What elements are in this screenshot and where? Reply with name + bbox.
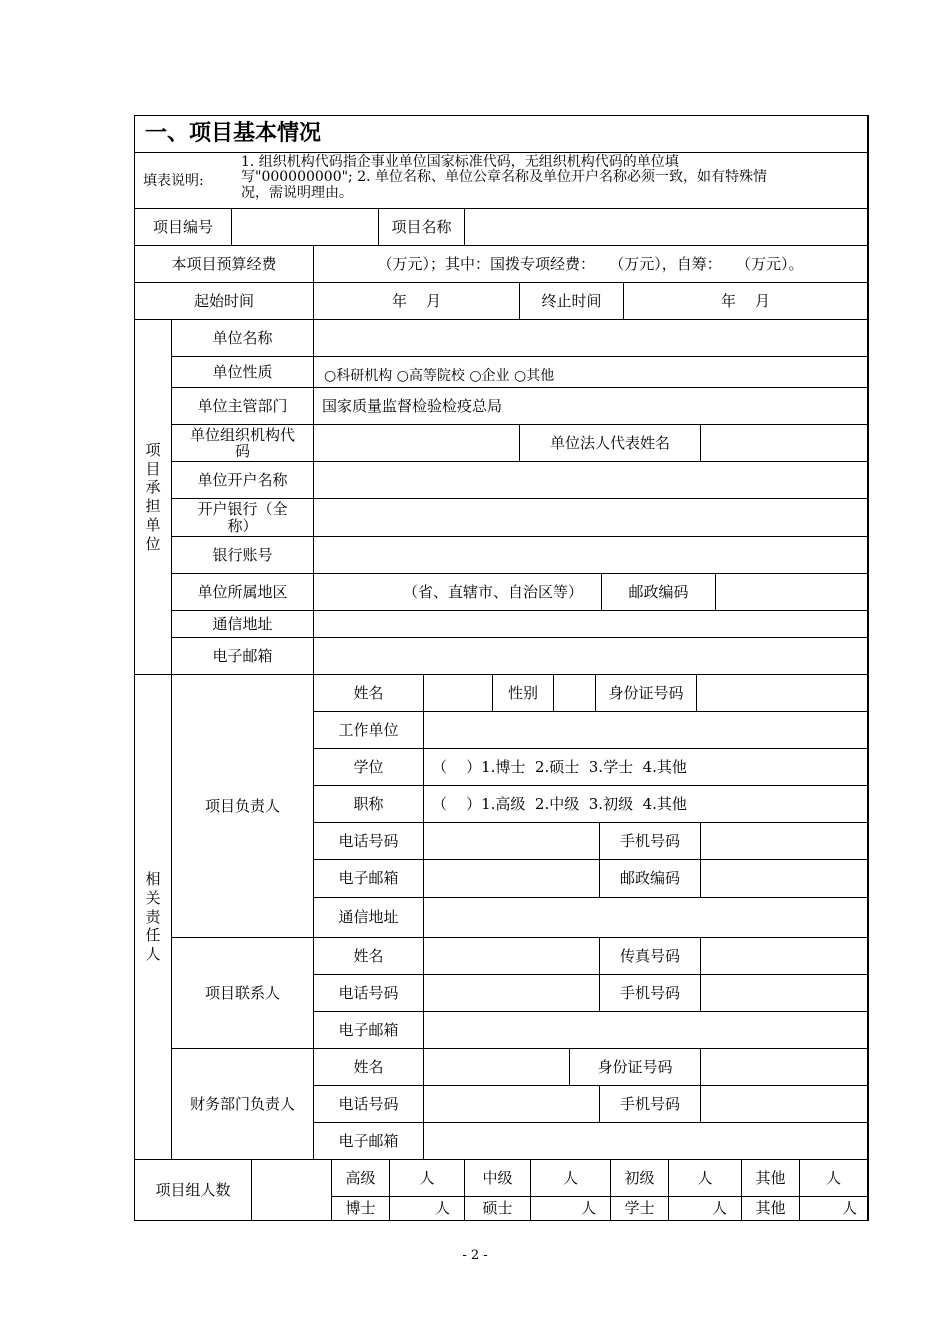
finance-phone-input[interactable] xyxy=(424,1086,600,1123)
team-size-label: 项目组人数 xyxy=(135,1160,252,1220)
team-master-label: 硕士 xyxy=(465,1197,531,1220)
finance-email-label: 电子邮箱 xyxy=(314,1123,424,1160)
unit-group-char: 位 xyxy=(145,534,161,553)
project-number-input[interactable] xyxy=(232,209,379,246)
unit-group-char: 担 xyxy=(145,497,161,515)
instructions-line-1: 1. 组织机构代码指企事业单位国家标准代码，无组织机构代码的单位填 xyxy=(241,154,679,170)
unit-nature-label: 单位性质 xyxy=(172,357,314,388)
contact-phone-input[interactable] xyxy=(424,975,600,1012)
contact-label: 项目联系人 xyxy=(172,938,314,1049)
unit-email-input[interactable] xyxy=(314,638,868,675)
unit-group-char: 目 xyxy=(145,459,161,478)
leader-label: 项目负责人 xyxy=(172,675,314,938)
team-junior-input[interactable]: 人 xyxy=(669,1160,742,1197)
bank-input[interactable] xyxy=(314,499,868,537)
leader-gender-label: 性别 xyxy=(493,675,554,712)
leader-mobile-label: 手机号码 xyxy=(600,823,701,860)
unit-supervisor-value[interactable]: 国家质量监督检验检疫总局 xyxy=(314,388,868,425)
finance-email-input[interactable] xyxy=(424,1123,868,1160)
contact-fax-label: 传真号码 xyxy=(600,938,701,975)
leader-address-label: 通信地址 xyxy=(314,898,424,938)
finance-label: 财务部门负责人 xyxy=(172,1049,314,1160)
leader-title-options[interactable]: （ ）1.高级 2.中级 3.初级 4.其他 xyxy=(424,786,868,823)
unit-group-char: 项 xyxy=(145,440,161,459)
instructions-text xyxy=(235,153,868,209)
contact-fax-input[interactable] xyxy=(701,938,868,975)
contact-phone-label: 电话号码 xyxy=(314,975,424,1012)
leader-gender-input[interactable] xyxy=(554,675,596,712)
leader-phone-input[interactable] xyxy=(424,823,600,860)
region-input[interactable]: （省、直辖市、自治区等） xyxy=(314,574,602,611)
unit-name-label: 单位名称 xyxy=(172,320,314,357)
unit-address-label: 通信地址 xyxy=(172,611,314,638)
page-number: - 2 - xyxy=(462,1248,488,1263)
team-bachelor-label: 学士 xyxy=(611,1197,669,1220)
contact-mobile-input[interactable] xyxy=(701,975,868,1012)
leader-phone-label: 电话号码 xyxy=(314,823,424,860)
bank-label: 开户银行（全称） xyxy=(172,499,314,537)
leader-id-label: 身份证号码 xyxy=(596,675,697,712)
unit-group-char: 单 xyxy=(145,515,161,534)
team-senior-input[interactable]: 人 xyxy=(390,1160,465,1197)
team-phd-label: 博士 xyxy=(332,1197,390,1220)
leader-degree-label: 学位 xyxy=(314,749,424,786)
contact-name-label: 姓名 xyxy=(314,938,424,975)
persons-group-label xyxy=(135,675,172,1160)
contact-mobile-label: 手机号码 xyxy=(600,975,701,1012)
team-mid-input[interactable]: 人 xyxy=(531,1160,611,1197)
finance-mobile-label: 手机号码 xyxy=(600,1086,701,1123)
contact-email-label: 电子邮箱 xyxy=(314,1012,424,1049)
legal-rep-input[interactable] xyxy=(701,425,868,462)
unit-org-code-input[interactable] xyxy=(314,425,520,462)
account-number-input[interactable] xyxy=(314,537,868,574)
finance-phone-label: 电话号码 xyxy=(314,1086,424,1123)
leader-name-input[interactable] xyxy=(424,675,493,712)
unit-address-input[interactable] xyxy=(314,611,868,638)
leader-address-input[interactable] xyxy=(424,898,868,938)
leader-postcode-input[interactable] xyxy=(701,860,868,898)
leader-email-input[interactable] xyxy=(424,860,600,898)
persons-group-char: 人 xyxy=(145,945,161,964)
unit-email-label: 电子邮箱 xyxy=(172,638,314,675)
finance-id-input[interactable] xyxy=(701,1049,868,1086)
unit-name-input[interactable] xyxy=(314,320,868,357)
team-senior-label: 高级 xyxy=(332,1160,390,1197)
account-number-label: 银行账号 xyxy=(172,537,314,574)
instructions-line-3: 况，需说明理由。 xyxy=(241,184,353,201)
team-other-degree-input[interactable]: 人 xyxy=(800,1197,868,1220)
account-name-input[interactable] xyxy=(314,462,868,499)
unit-nature-options[interactable]: ○科研机构 ○高等院校 ○企业 ○其他 xyxy=(314,357,868,388)
team-phd-input[interactable]: 人 xyxy=(390,1197,465,1220)
project-number-label: 项目编号 xyxy=(135,209,232,246)
finance-name-label: 姓名 xyxy=(314,1049,424,1086)
team-other-degree-label: 其他 xyxy=(742,1197,800,1220)
instructions-line-2: 写"000000000"; 2. 单位名称、单位公章名称及单位开户名称必须一致，如有特殊情 xyxy=(241,169,768,186)
team-bachelor-input[interactable]: 人 xyxy=(669,1197,742,1220)
team-junior-label: 初级 xyxy=(611,1160,669,1197)
unit-org-code-label: 单位组织机构代码 xyxy=(172,425,314,462)
instructions-label: 填表说明: xyxy=(135,153,235,209)
unit-group-label xyxy=(135,320,172,675)
start-time-input[interactable]: 年 月 xyxy=(314,283,520,320)
team-master-input[interactable]: 人 xyxy=(531,1197,611,1220)
leader-name-label: 姓名 xyxy=(314,675,424,712)
team-other-title-input[interactable]: 人 xyxy=(800,1160,868,1197)
persons-group-char: 相 xyxy=(145,870,161,889)
budget-input[interactable]: （万元）；其中：国拨专项经费： （万元），自筹： （万元）。 xyxy=(314,246,868,283)
contact-email-input[interactable] xyxy=(424,1012,868,1049)
region-label: 单位所属地区 xyxy=(172,574,314,611)
unit-postcode-label: 邮政编码 xyxy=(602,574,716,611)
leader-title-label: 职称 xyxy=(314,786,424,823)
project-name-input[interactable] xyxy=(465,209,868,246)
leader-workplace-label: 工作单位 xyxy=(314,712,424,749)
unit-postcode-input[interactable] xyxy=(716,574,868,611)
section-title: 一、项目基本情况 xyxy=(135,116,868,153)
finance-id-label: 身份证号码 xyxy=(570,1049,701,1086)
contact-name-input[interactable] xyxy=(424,938,600,975)
team-other-title-label: 其他 xyxy=(742,1160,800,1197)
budget-label: 本项目预算经费 xyxy=(135,246,314,283)
leader-email-label: 电子邮箱 xyxy=(314,860,424,898)
account-name-label: 单位开户名称 xyxy=(172,462,314,499)
team-size-total-input[interactable] xyxy=(252,1160,332,1220)
persons-group-char: 责 xyxy=(145,907,161,926)
end-time-label: 终止时间 xyxy=(520,283,624,320)
leader-mobile-input[interactable] xyxy=(701,823,868,860)
team-mid-label: 中级 xyxy=(465,1160,531,1197)
legal-rep-label: 单位法人代表姓名 xyxy=(520,425,701,462)
unit-group-char: 承 xyxy=(145,478,161,497)
leader-id-input[interactable] xyxy=(697,675,868,712)
project-name-label: 项目名称 xyxy=(379,209,465,246)
leader-workplace-input[interactable] xyxy=(424,712,868,749)
end-time-input[interactable]: 年 月 xyxy=(624,283,868,320)
persons-group-char: 关 xyxy=(145,888,161,907)
persons-group-char: 任 xyxy=(145,926,161,945)
finance-mobile-input[interactable] xyxy=(701,1086,868,1123)
start-time-label: 起始时间 xyxy=(135,283,314,320)
unit-supervisor-label: 单位主管部门 xyxy=(172,388,314,425)
leader-degree-options[interactable]: （ ）1.博士 2.硕士 3.学士 4.其他 xyxy=(424,749,868,786)
leader-postcode-label: 邮政编码 xyxy=(600,860,701,898)
finance-name-input[interactable] xyxy=(424,1049,570,1086)
